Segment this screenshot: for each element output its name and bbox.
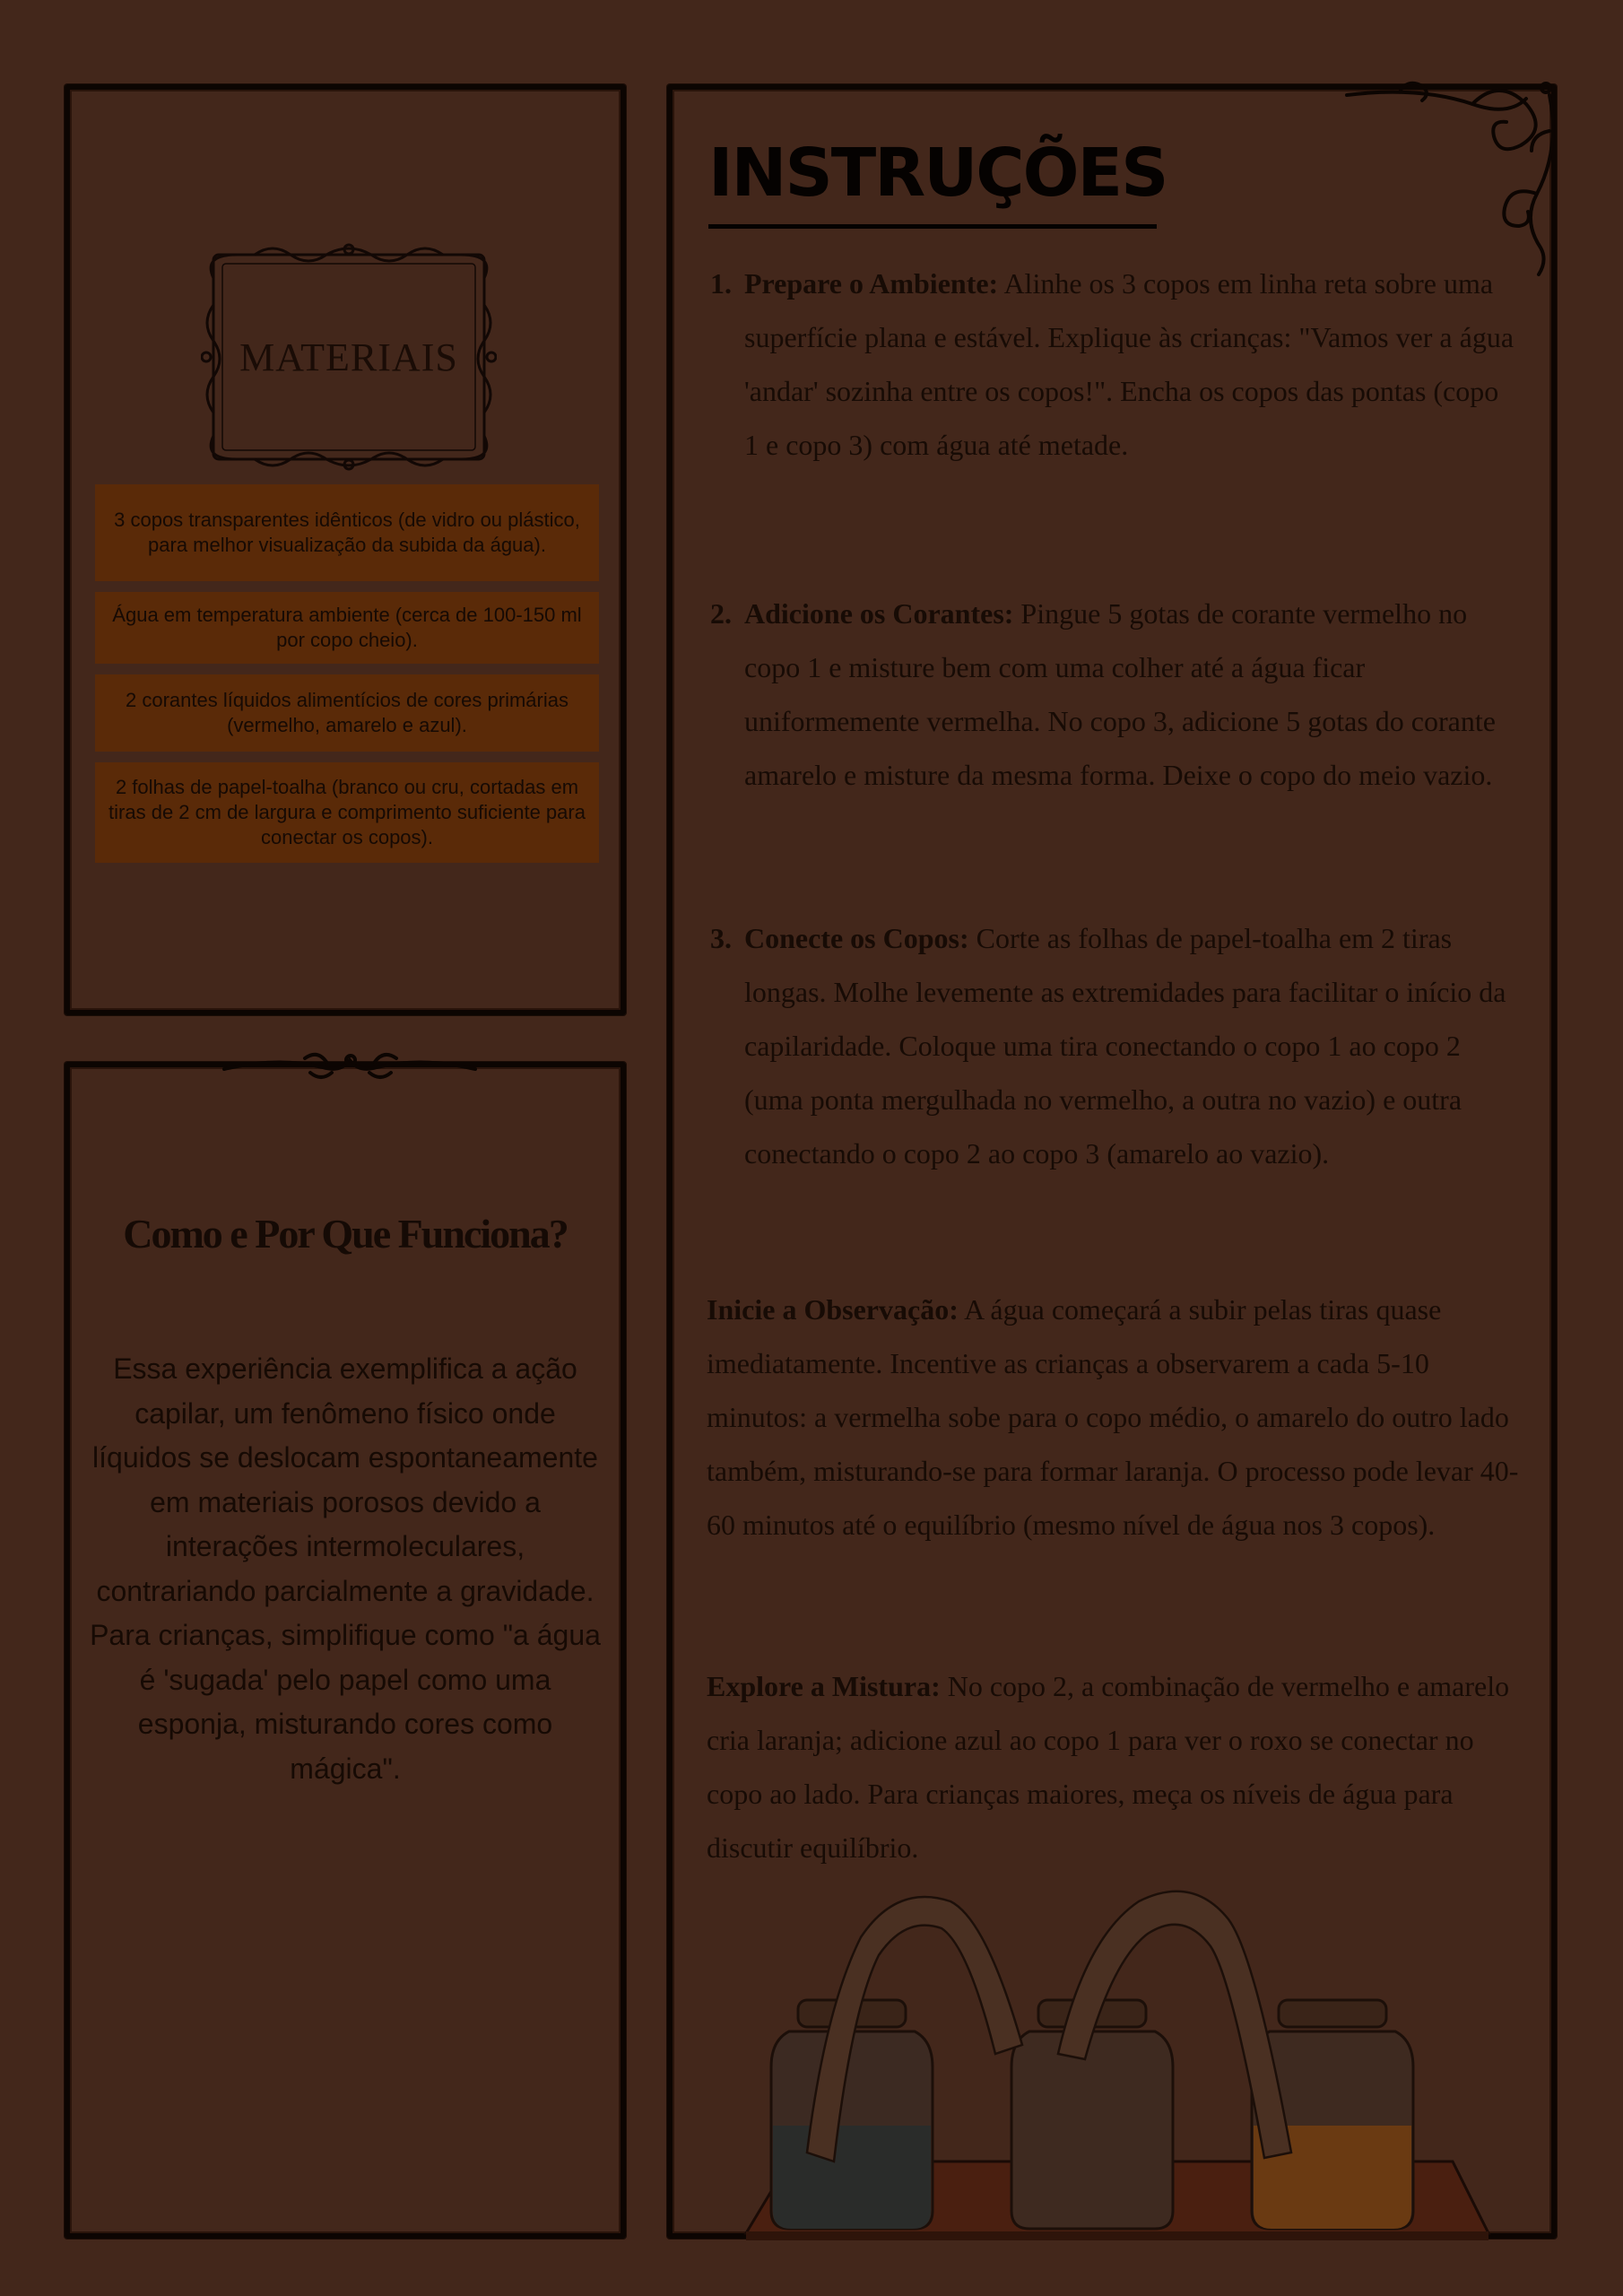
observe-paragraph (707, 1283, 1532, 1552)
materials-panel (65, 84, 626, 1015)
how-it-works-title: Como e Por Que Funciona? (123, 1211, 568, 1257)
explore-paragraph (707, 1659, 1532, 1874)
materials-title-frame (201, 242, 497, 472)
step-text: Corte as folhas de papel-toalha em 2 tiras longas. Molhe levemente as extremidades para facilitar o início da capilaridade. Coloque uma tira conectando o copo 1 ao copo 2 (uma ponta mergulhada no vermelho, a outra no vazio) e outra conectando o copo 2 ao copo 3 (amarelo ao vazio). (744, 922, 1506, 1170)
observe-label: Inicie a Observação: (707, 1293, 959, 1326)
materials-title: MATERIAIS (239, 335, 458, 379)
shelf (746, 2161, 1488, 2240)
material-item: Água em temperatura ambiente (cerca de 100-150 ml por copo cheio). (95, 592, 599, 664)
instruction-step (710, 257, 1517, 472)
title-underline (708, 224, 1157, 229)
flourish-ornament-icon (221, 1046, 481, 1082)
how-it-works-panel (65, 1062, 626, 2239)
step-number: 1. (710, 267, 732, 300)
step-text: Alinhe os 3 copos em linha reta sobre uma superfície plana e estável. Explique às crianças: "Vamos ver a água 'andar' sozinha entre os copos!". Encha os copos das pontas (copo 1 e copo 3) com água até metade. (744, 267, 1515, 461)
step-label: Conecte os Copos: (744, 922, 969, 954)
material-item: 3 copos transparentes idênticos (de vidro ou plástico, para melhor visualização da subida da água). (95, 484, 599, 581)
explore-label: Explore a Mistura: (707, 1670, 941, 1702)
how-it-works-body: Essa experiência exemplifica a ação capilar, um fenômeno físico onde líquidos se deslocam espontaneamente em materiais porosos devido a interações intermoleculares, contrariando parcialmente a gravidade. Para crianças, simplifique como "a água é 'sugada' pelo papel como uma esponja, misturando cores como mágica". (90, 1352, 601, 1785)
material-item: 2 corantes líquidos alimentícios de cores primárias (vermelho, amarelo e azul). (95, 674, 599, 752)
step-label: Prepare o Ambiente: (744, 267, 999, 300)
explore-text: No copo 2, a combinação de vermelho e amarelo cria laranja; adicione azul ao copo 1 para ver o roxo se conectar no copo ao lado. Para crianças maiores, meça os níveis de água para discutir equilíbrio. (707, 1670, 1510, 1864)
instruction-step (710, 911, 1517, 1180)
step-number: 2. (710, 597, 732, 630)
step-text: Pingue 5 gotas de corante vermelho no copo 1 e misture bem com uma colher até a água ficar uniformemente vermelha. No copo 3, adicione 5 gotas do corante amarelo e misture da mesma forma. Deixe o copo do meio vazio. (744, 597, 1496, 791)
corner-flourish-icon (1338, 77, 1562, 283)
step-number: 3. (710, 922, 732, 954)
instructions-panel (667, 84, 1557, 2239)
instructions-title: INSTRUÇÕES (708, 135, 1167, 212)
instruction-step (710, 587, 1517, 802)
observe-text: A água começará a subir pelas tiras quase imediatamente. Incentive as crianças a observarem a cada 5-10 minutos: a vermelha sobe para o copo médio, o amarelo do outro lado também, misturando-se para formar laranja. O processo pode levar 40-60 minutos até o equilíbrio (mesmo nível de água nos 3 copos). (707, 1293, 1519, 1541)
material-item: 2 folhas de papel-toalha (branco ou cru, cortadas em tiras de 2 cm de largura e comprimento suficiente para conectar os copos). (95, 762, 599, 863)
step-label: Adicione os Corantes: (744, 597, 1014, 630)
